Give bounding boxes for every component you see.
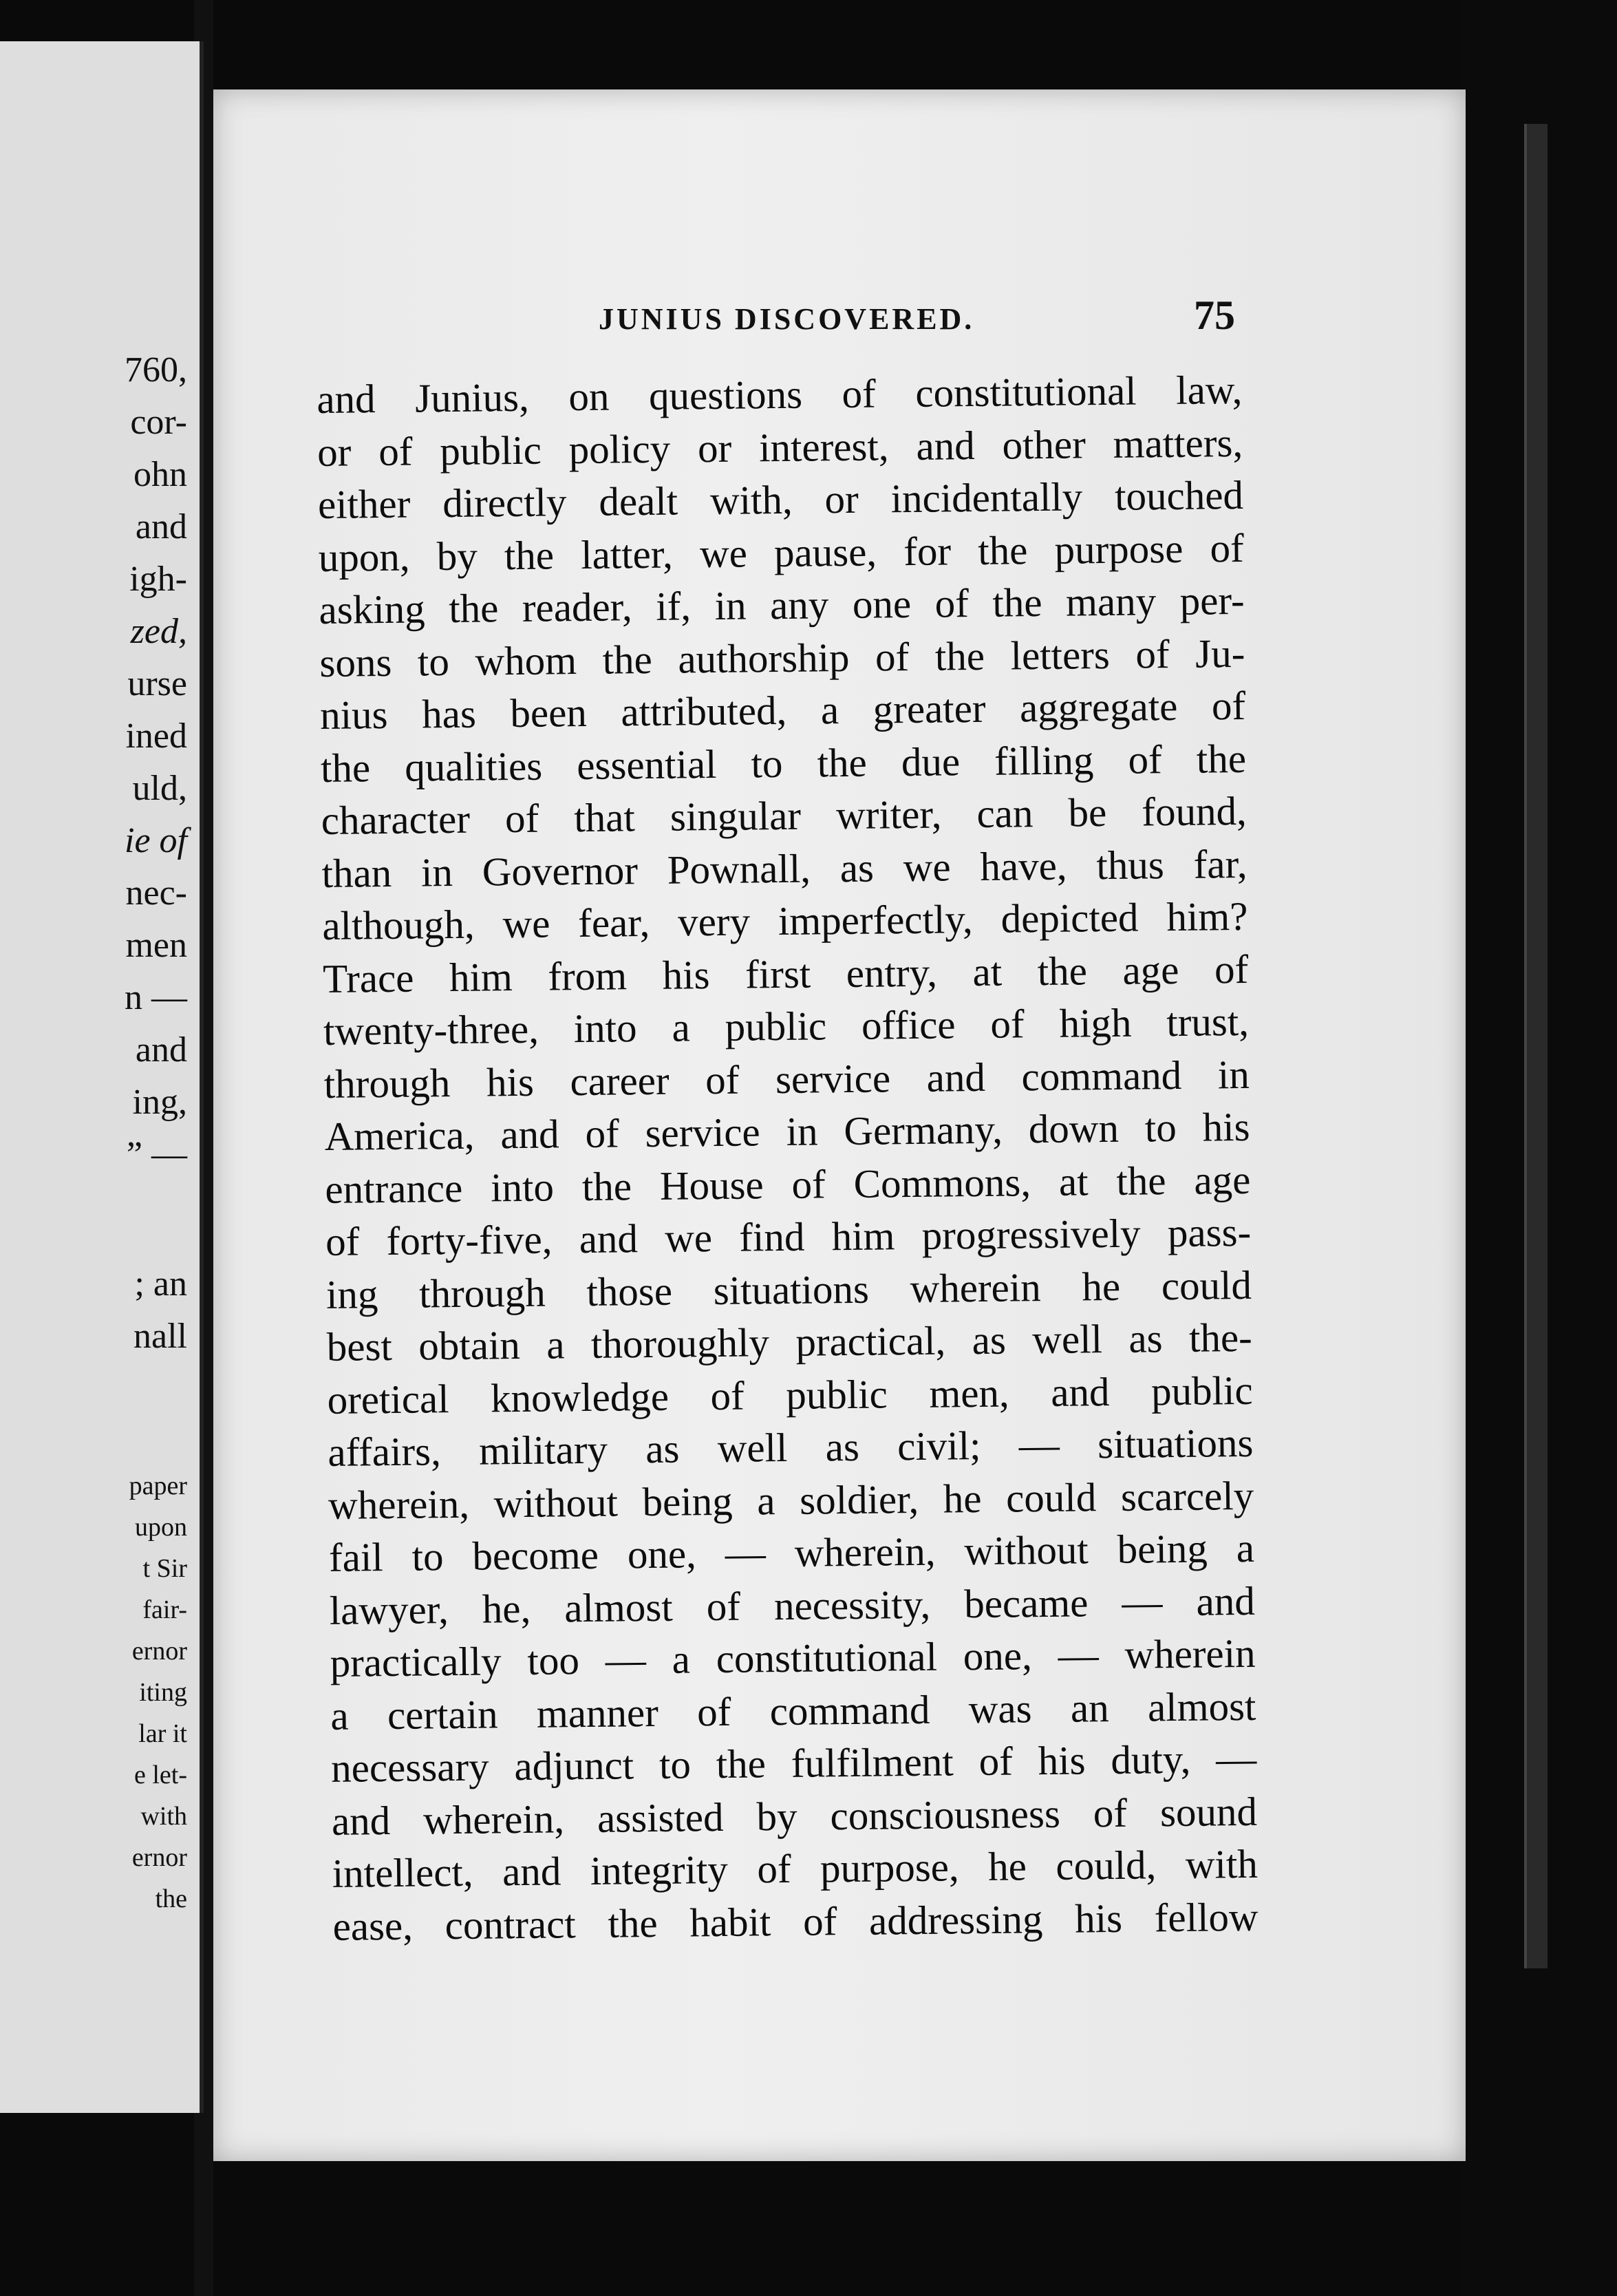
left-fragment: with xyxy=(140,1802,187,1831)
text-line: ease, contract the habit of addressing his fellow xyxy=(332,1893,1259,1949)
text-line: practically too — a constitutional one, — wherein xyxy=(330,1630,1256,1686)
left-fragment: n — xyxy=(125,978,187,1017)
left-fragment: ined xyxy=(125,716,187,756)
text-line: necessary adjunct to the fulfilment of his duty, — xyxy=(330,1735,1257,1791)
text-line: entrance into the House of Commons, at the age xyxy=(325,1156,1251,1212)
text-line: lawyer, he, almost of necessity, became — and xyxy=(329,1577,1256,1633)
text-line: affairs, military as well as civil; — situations xyxy=(328,1419,1254,1475)
left-fragment: zed, xyxy=(130,612,187,651)
text-line: through his career of service and command in xyxy=(323,1051,1250,1107)
left-fragment: cor- xyxy=(130,403,187,442)
left-fragment: iting xyxy=(139,1678,187,1707)
left-fragment: ing, xyxy=(132,1083,187,1122)
left-fragment: ernor xyxy=(131,1843,187,1872)
text-line: and wherein, assisted by consciousness of sound xyxy=(331,1788,1258,1844)
text-line: than in Governor Pownall, as we have, thus far, xyxy=(321,840,1247,896)
left-fragment: men xyxy=(125,926,187,965)
text-line: Trace him from his first entry, at the age of xyxy=(322,946,1249,1001)
text-line: fail to become one, — wherein, without being a xyxy=(328,1524,1255,1580)
left-fragment: e let- xyxy=(133,1761,187,1789)
text-line: or of public policy or interest, and other matters, xyxy=(317,419,1243,475)
left-fragment: ; an xyxy=(134,1264,187,1304)
text-line: nius has been attributed, a greater aggregate of xyxy=(319,682,1246,738)
text-line: oretical knowledge of public men, and public xyxy=(327,1367,1253,1423)
text-line: America, and of service in Germany, down to his xyxy=(324,1103,1250,1159)
left-fragment: ie of xyxy=(125,821,187,860)
text-line: ing through those situations wherein he could xyxy=(325,1262,1252,1317)
left-fragment: ohn xyxy=(133,455,187,494)
text-line: of forty-five, and we find him progressively pass- xyxy=(325,1209,1252,1264)
text-line: intellect, and integrity of purpose, he could, with xyxy=(332,1840,1259,1896)
text-line: and Junius, on questions of constitutional law, xyxy=(317,366,1243,422)
left-fragment: the xyxy=(155,1884,187,1913)
running-head: JUNIUS DISCOVERED. xyxy=(599,302,975,336)
text-line: sons to whom the authorship of the letters of Ju- xyxy=(319,630,1245,685)
text-line: upon, by the latter, we pause, for the purpose of xyxy=(318,524,1245,580)
left-fragment: ” — xyxy=(126,1135,187,1174)
page-number: 75 xyxy=(1194,293,1235,338)
left-fragment: nall xyxy=(133,1317,187,1356)
text-line: although, we fear, very imperfectly, depicted him? xyxy=(322,893,1248,948)
left-fragment: paper xyxy=(129,1471,187,1500)
left-fragment: upon xyxy=(135,1513,187,1542)
left-fragment: uld, xyxy=(132,769,187,808)
book-page xyxy=(213,89,1466,2161)
text-line: a certain manner of command was an almost xyxy=(330,1683,1256,1739)
body-text xyxy=(317,363,1259,1953)
left-fragment: t Sir xyxy=(142,1554,187,1583)
left-fragment: ernor xyxy=(131,1637,187,1666)
facing-page xyxy=(0,41,204,2113)
text-line: either directly dealt with, or incidentally touched xyxy=(317,471,1244,527)
page-stack-edge xyxy=(1524,124,1548,1968)
text-line: asking the reader, if, in any one of the many per- xyxy=(319,577,1245,633)
left-fragment: and xyxy=(135,507,187,546)
text-line: wherein, without being a soldier, he could scarcely xyxy=(328,1472,1254,1528)
text-line: best obtain a thoroughly practical, as well as the- xyxy=(326,1314,1253,1370)
left-fragment: 760, xyxy=(125,350,187,390)
left-fragment: fair- xyxy=(142,1595,187,1624)
left-fragment: igh- xyxy=(129,560,187,599)
text-line: the qualities essential to the due filling of the xyxy=(320,735,1247,791)
text-line: character of that singular writer, can be found, xyxy=(321,787,1247,843)
left-fragment: and xyxy=(135,1030,187,1070)
left-fragment: lar it xyxy=(138,1719,187,1748)
text-line: twenty-three, into a public office of high trust, xyxy=(323,998,1250,1054)
left-fragment: nec- xyxy=(125,873,187,913)
left-fragment: urse xyxy=(127,664,187,703)
